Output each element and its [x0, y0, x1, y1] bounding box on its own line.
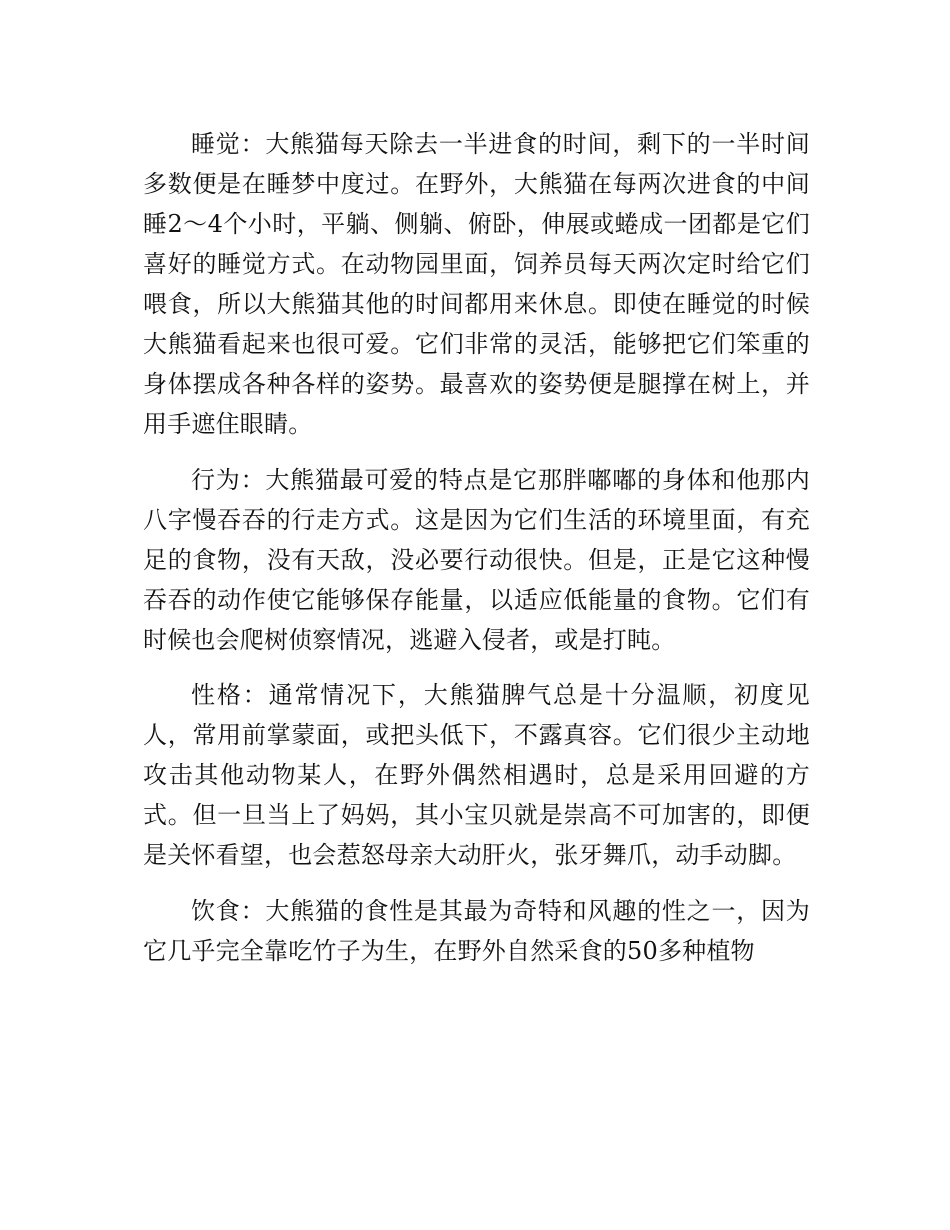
- document-body: [143, 124, 810, 986]
- paragraph-diet: 饮食：大熊猫的食性是其最为奇特和风趣的性之一，因为它几乎完全靠吃竹子为生，在野外自然采食的50多种植物: [143, 896, 810, 965]
- paragraph-behavior: 行为：大熊猫最可爱的特点是它那胖嘟嘟的身体和他那内八字慢吞吞的行走方式。这是因为它们生活的环境里面，有充足的食物，没有天敌，没必要行动很快。但是，正是它这种慢吞吞的动作使它能够保存能量，以适应低能量的食物。它们有时候也会爬树侦察情况，逃避入侵者，或是打盹。: [143, 465, 810, 654]
- paragraph-temperament: 性格：通常情况下，大熊猫脾气总是十分温顺，初度见人，常用前掌蒙面，或把头低下，不露真容。它们很少主动地攻击其他动物某人，在野外偶然相遇时，总是采用回避的方式。但一旦当上了妈妈，其小宝贝就是崇高不可加害的，即便是关怀看望，也会惹怒母亲大动肝火，张牙舞爪，动手动脚。: [143, 681, 810, 869]
- paragraph-sleep: 睡觉：大熊猫每天除去一半进食的时间，剩下的一半时间多数便是在睡梦中度过。在野外，大熊猫在每两次进食的中间睡2～4个小时，平躺、侧躺、俯卧，伸展或蜷成一团都是它们喜好的睡觉方式。在动物园里面，饲养员每天两次定时给它们喂食，所以大熊猫其他的时间都用来休息。即使在睡觉的时候大熊猫看起来也很可爱。它们非常的灵活，能够把它们笨重的身体摆成各种各样的姿势。最喜欢的姿势便是腿撑在树上，并用手遮住眼睛。: [143, 130, 810, 438]
